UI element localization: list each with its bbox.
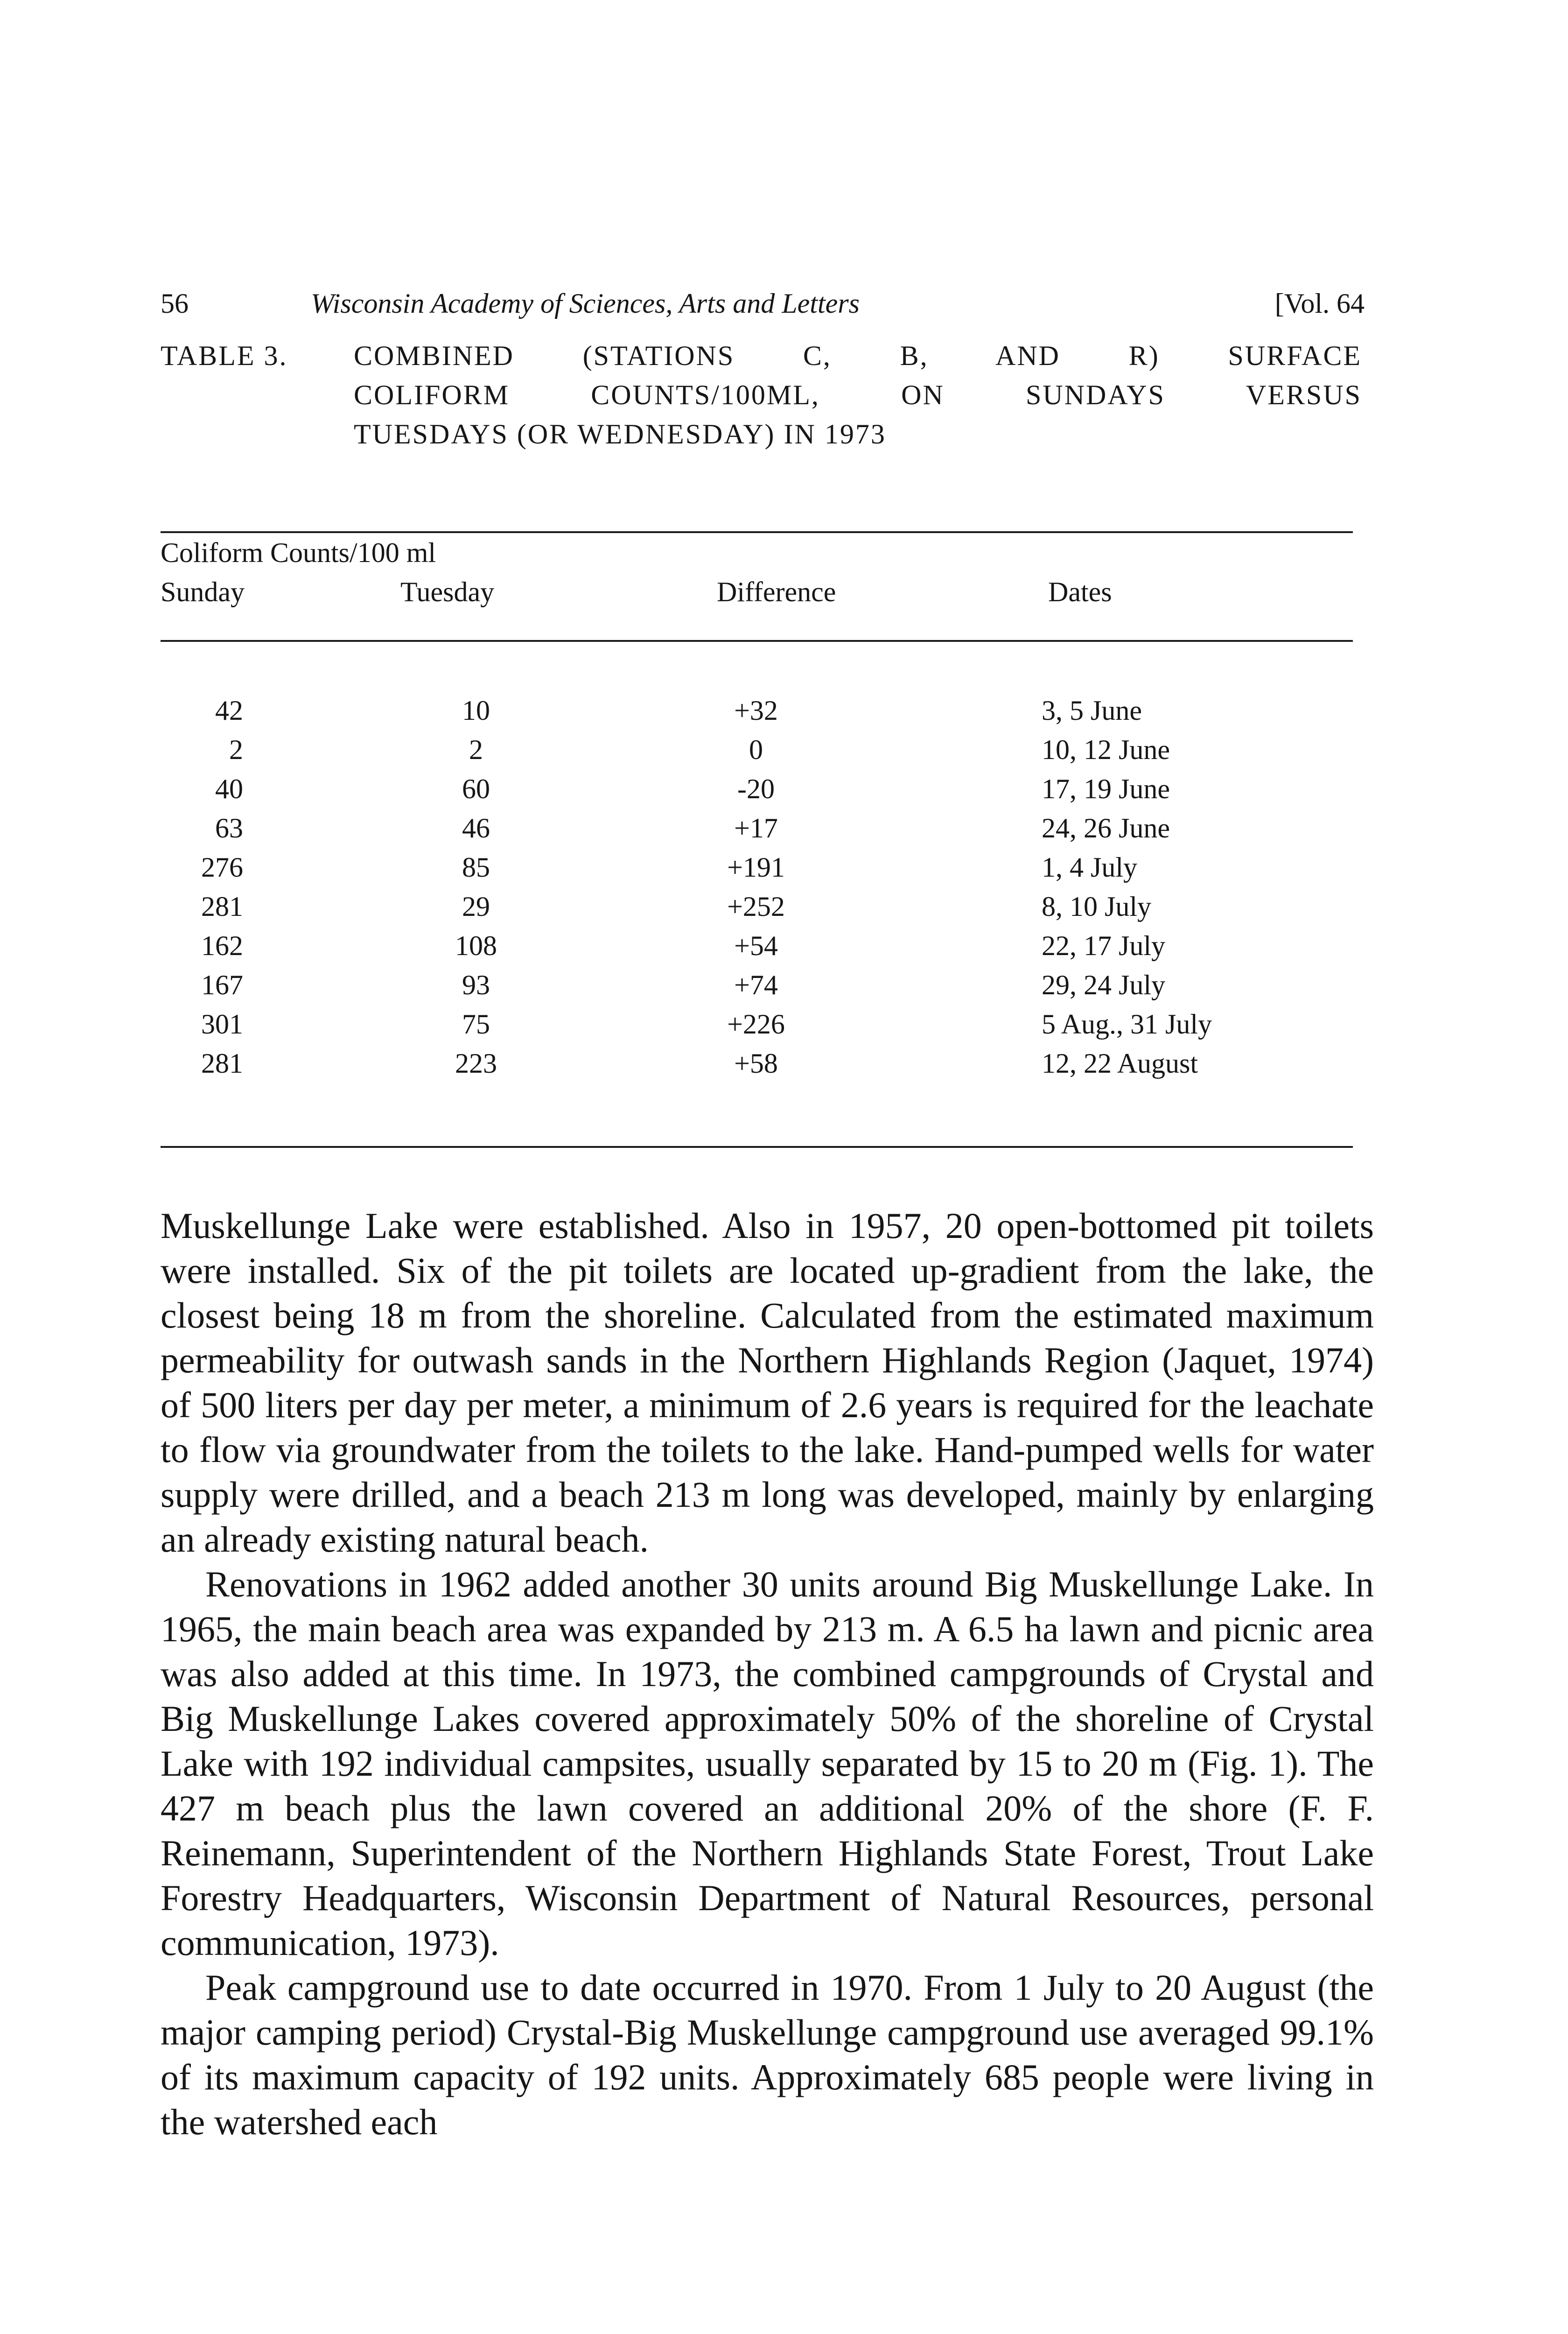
- cell-difference: +74: [734, 970, 778, 1000]
- paragraph: Peak campground use to date occurred in 1970. From 1 July to 20 August (the major camping period) Crystal-Big Muskellunge campground use averaged 99.1% of its maximum capacity of 192 units. Approximately 685 people were living in the watershed each: [161, 1967, 1374, 2142]
- table-bottom-rule: [161, 1146, 1353, 1148]
- table-row: [0, 808, 1568, 848]
- cell-dates: 3, 5 June: [1042, 695, 1142, 726]
- cell-dates: 12, 22 August: [1042, 1048, 1198, 1079]
- group-header: Coliform Counts/100 ml: [161, 537, 436, 568]
- cell-difference: +54: [734, 930, 778, 961]
- cell-sunday: 42: [215, 695, 243, 726]
- column-header-sunday: Sunday: [161, 576, 245, 607]
- cell-tuesday: 29: [462, 891, 490, 922]
- table-row: [0, 887, 1568, 926]
- cell-dates: 1, 4 July: [1042, 852, 1138, 883]
- table-row: [0, 691, 1568, 730]
- cell-sunday: 162: [201, 930, 243, 961]
- table-row: [0, 769, 1568, 808]
- cell-sunday: 281: [201, 1048, 243, 1079]
- table-row: [0, 848, 1568, 887]
- cell-tuesday: 93: [462, 970, 490, 1000]
- cell-sunday: 63: [215, 813, 243, 844]
- table-row: [0, 730, 1568, 769]
- cell-tuesday: 2: [469, 734, 483, 765]
- body-text: [161, 1203, 1374, 2144]
- cell-tuesday: 223: [455, 1048, 497, 1079]
- cell-difference: +58: [734, 1048, 778, 1079]
- cell-tuesday: 108: [455, 930, 497, 961]
- cell-difference: -20: [737, 773, 775, 804]
- cell-difference: +191: [727, 852, 785, 883]
- cell-tuesday: 10: [462, 695, 490, 726]
- cell-difference: +226: [727, 1009, 785, 1040]
- table-label: TABLE 3.: [161, 340, 288, 371]
- column-header-dates: Dates: [1048, 576, 1112, 607]
- cell-dates: 22, 17 July: [1042, 930, 1166, 961]
- cell-sunday: 281: [201, 891, 243, 922]
- table-caption-text: [354, 336, 1362, 454]
- cell-dates: 17, 19 June: [1042, 773, 1170, 804]
- table-row: [0, 926, 1568, 965]
- cell-tuesday: 60: [462, 773, 490, 804]
- table-row: [0, 965, 1568, 1005]
- cell-difference: 0: [749, 734, 763, 765]
- cell-dates: 5 Aug., 31 July: [1042, 1009, 1212, 1040]
- data-table: [0, 691, 1568, 1083]
- caption-line: COLIFORM COUNTS/100ML, ON SUNDAYS VERSUS: [354, 380, 1362, 410]
- running-header: [161, 282, 1365, 324]
- cell-dates: 10, 12 June: [1042, 734, 1170, 765]
- paragraph: Renovations in 1962 added another 30 units around Big Muskellunge Lake. In 1965, the main beach area was expanded by 213 m. A 6.5 ha lawn and picnic area was also added at this time. In 1973, the combined campgrounds of Crystal and Big Muskellunge Lakes covered approximately 50% of the shoreline of Crystal Lake with 192 individual campsites, usually separated by 15 to 20 m (Fig. 1). The 427 m beach plus the lawn covered an additional 20% of the shore (F. F. Reinemann, Superintendent of the Northern Highlands State Forest, Trout Lake Forestry Headquarters, Wisconsin Department of Natural Resources, personal communication, 1973).: [161, 1564, 1374, 1963]
- cell-difference: +252: [727, 891, 785, 922]
- table-header-rule: [161, 640, 1353, 642]
- cell-dates: 8, 10 July: [1042, 891, 1152, 922]
- caption-line: COMBINED (STATIONS C, B, AND R) SURFACE: [354, 340, 1362, 371]
- journal-title: Wisconsin Academy of Sciences, Arts and Letters: [311, 288, 860, 319]
- cell-sunday: 167: [201, 970, 243, 1000]
- cell-tuesday: 46: [462, 813, 490, 844]
- column-header-tuesday: Tuesday: [400, 576, 495, 607]
- cell-sunday: 276: [201, 852, 243, 883]
- cell-difference: +17: [734, 813, 778, 844]
- cell-sunday: 2: [229, 734, 243, 765]
- cell-dates: 24, 26 June: [1042, 813, 1170, 844]
- cell-dates: 29, 24 July: [1042, 970, 1166, 1000]
- caption-line: TUESDAYS (OR WEDNESDAY) IN 1973: [354, 419, 886, 450]
- column-header-difference: Difference: [717, 576, 836, 607]
- paragraph: Muskellunge Lake were established. Also in 1957, 20 open-bottomed pit toilets were installed. Six of the pit toilets are located up-gradient from the lake, the closest being 18 m from the shoreline. Calculated from the estimated maximum permeability for outwash sands in the Northern Highlands Region (Jaquet, 1974) of 500 liters per day per meter, a minimum of 2.6 years is required for the leachate to flow via groundwater from the toilets to the lake. Hand-pumped wells for water supply were drilled, and a beach 213 m long was developed, mainly by enlarging an already existing natural beach.: [161, 1205, 1374, 1560]
- cell-sunday: 301: [201, 1009, 243, 1040]
- volume-label: [Vol. 64: [1274, 288, 1365, 319]
- page-number: 56: [161, 288, 189, 319]
- cell-tuesday: 85: [462, 852, 490, 883]
- cell-sunday: 40: [215, 773, 243, 804]
- cell-difference: +32: [734, 695, 778, 726]
- table-row: [0, 1044, 1568, 1083]
- table-row: [0, 1005, 1568, 1044]
- cell-tuesday: 75: [462, 1009, 490, 1040]
